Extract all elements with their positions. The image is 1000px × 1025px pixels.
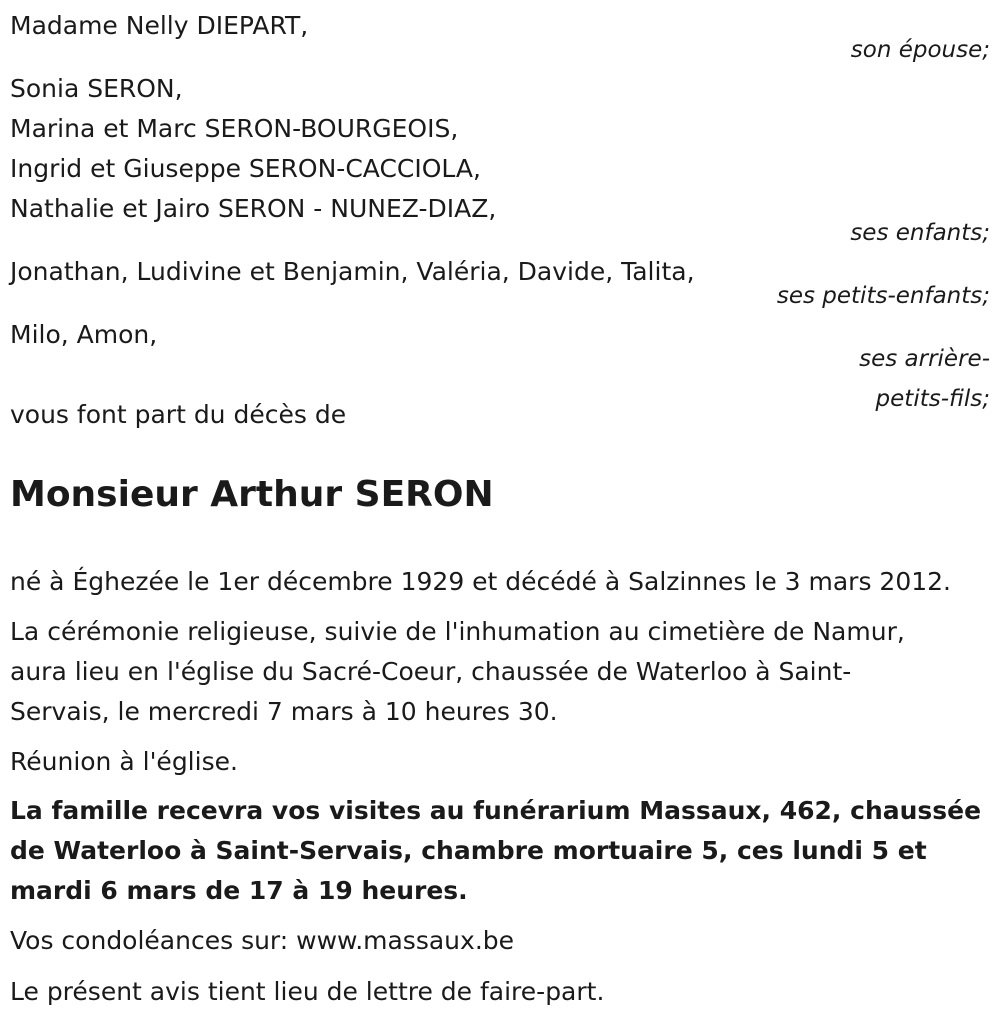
spouse-name: Madame Nelly DIEPART, bbox=[10, 11, 309, 40]
ceremony-line: aura lieu en l'église du Sacré-Coeur, chaussée de Waterloo à Saint- bbox=[10, 657, 852, 686]
notice-line: Le présent avis tient lieu de lettre de faire-part. bbox=[10, 977, 605, 1006]
visits-line: mardi 6 mars de 17 à 19 heures. bbox=[10, 876, 468, 905]
child-line: Ingrid et Giuseppe SERON-CACCIOLA, bbox=[10, 154, 481, 183]
birth-death-line: né à Éghezée le 1er décembre 1929 et décédé à Salzinnes le 3 mars 2012. bbox=[10, 567, 952, 596]
condolences-line: Vos condoléances sur: www.massaux.be bbox=[10, 926, 515, 955]
announcement-text: vous font part du décès de bbox=[10, 400, 347, 429]
child-line: Nathalie et Jairo SERON - NUNEZ-DIAZ, bbox=[10, 194, 497, 223]
children-role: ses enfants; bbox=[850, 220, 990, 246]
grandchildren-role: ses petits-enfants; bbox=[776, 283, 990, 309]
meeting-line: Réunion à l'église. bbox=[10, 747, 238, 776]
grandchildren-names: Jonathan, Ludivine et Benjamin, Valéria, Davide, Talita, bbox=[10, 257, 695, 286]
ceremony-line: La cérémonie religieuse, suivie de l'inhumation au cimetière de Namur, bbox=[10, 617, 905, 646]
great-grandchildren-role-line1: ses arrière- bbox=[859, 346, 990, 372]
visits-line: de Waterloo à Saint-Servais, chambre mortuaire 5, ces lundi 5 et bbox=[10, 836, 927, 865]
ceremony-line: Servais, le mercredi 7 mars à 10 heures 30. bbox=[10, 697, 558, 726]
great-grandchildren-role-line2: petits-fils; bbox=[875, 386, 990, 412]
spouse-role: son épouse; bbox=[850, 37, 990, 63]
child-line: Marina et Marc SERON-BOURGEOIS, bbox=[10, 114, 459, 143]
great-grandchildren-names: Milo, Amon, bbox=[10, 320, 158, 349]
child-line: Sonia SERON, bbox=[10, 74, 183, 103]
visits-line: La famille recevra vos visites au funérarium Massaux, 462, chaussée bbox=[10, 796, 982, 825]
deceased-name: Monsieur Arthur SERON bbox=[10, 474, 494, 515]
